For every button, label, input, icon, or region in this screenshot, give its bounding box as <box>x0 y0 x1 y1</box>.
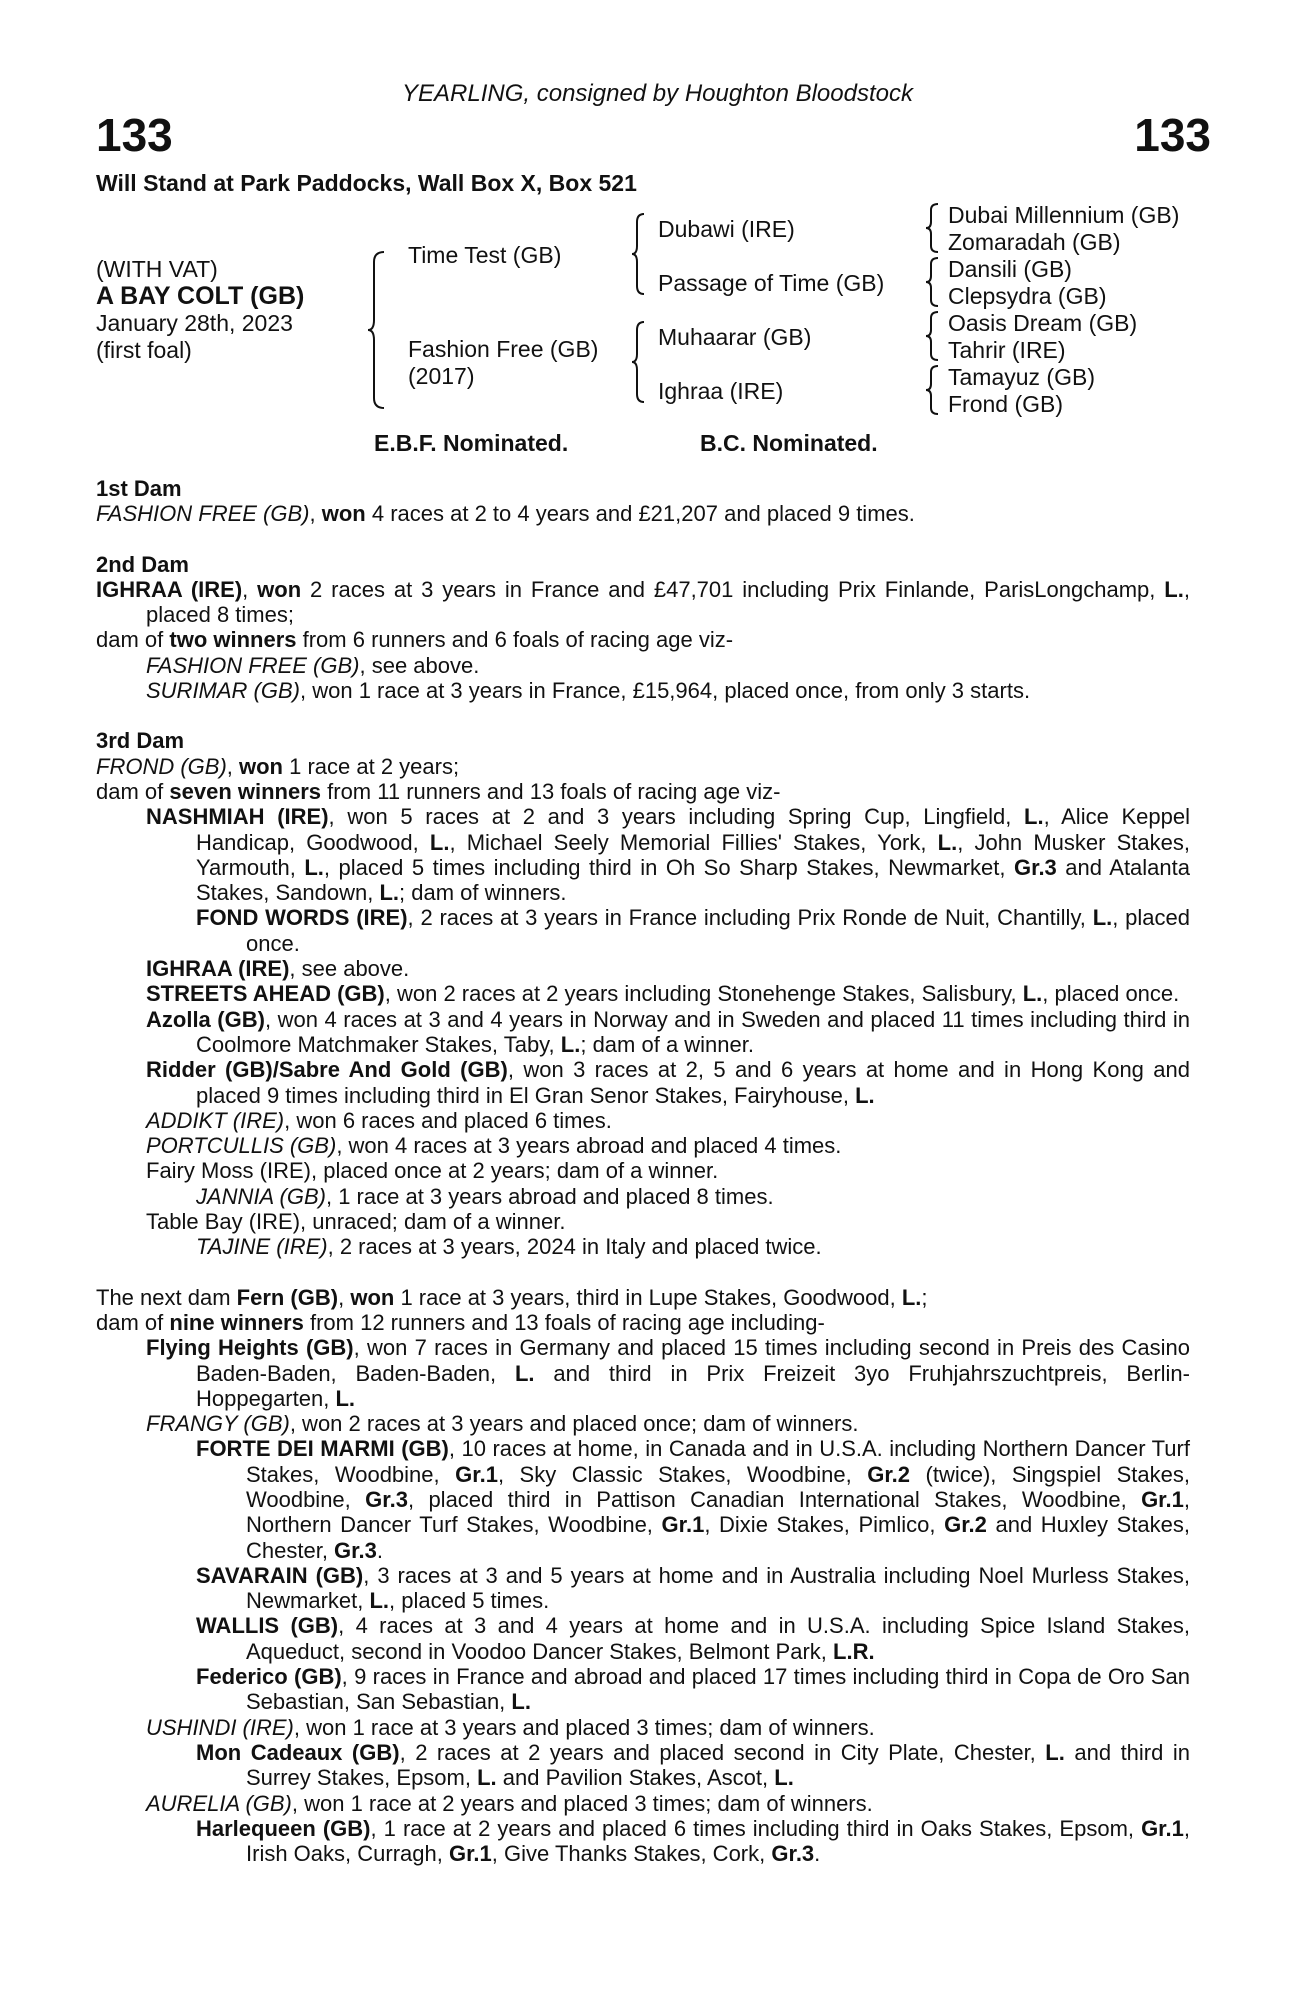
list-item: FORTE DEI MARMI (GB), 10 races at home, in Canada and in U.S.A. including Northern Dancer Turf Stakes, Woodbine, Gr.1, Sky Classic Stakes, Woodbine, Gr.2 (twice), Singspiel Stakes, Woodbine, Gr.3, placed third in Pattison Canadian International Stakes, Woodbine, Gr.1, Northern Dancer Turf Stakes, Woodbine, Gr.1, Dixie Stakes, Pimlico, Gr.2 and Huxley Stakes, Chester, Gr.3. <box>196 1436 1191 1563</box>
dam-year: (2017) <box>408 363 475 389</box>
list-item: JANNIA (GB), 1 race at 3 years abroad and placed 8 times. <box>196 1183 774 1209</box>
third-dam-heading: 3rd Dam <box>96 728 185 754</box>
second-dam-entry: IGHRAA (IRE), won 2 races at 3 years in France and £47,701 including Prix Finlande, ParisLongchamp, L., placed 8 times; <box>96 576 1190 628</box>
second-dam-heading: 2nd Dam <box>96 551 189 577</box>
dam-line-brace-icon <box>630 320 646 404</box>
sire-sire: Dubawi (IRE) <box>658 216 795 242</box>
list-item: SURIMAR (GB), won 1 race at 3 years in France, £15,964, placed once, from only 3 starts. <box>146 678 1031 704</box>
dam-name: Fashion Free (GB) <box>408 336 599 362</box>
ebf-nominated: E.B.F. Nominated. <box>374 430 569 456</box>
grandsire-brace-icon-2 <box>924 256 940 308</box>
third-dam-produce: dam of seven winners from 11 runners and 13 foals of racing age viz- <box>96 778 781 804</box>
stand-location: Will Stand at Park Paddocks, Wall Box X, Box 521 <box>96 170 637 196</box>
list-item: Fairy Moss (IRE), placed once at 2 years; dam of a winner. <box>146 1158 719 1184</box>
list-item: USHINDI (IRE), won 1 race at 3 years and placed 3 times; dam of winners. <box>146 1714 875 1740</box>
list-item: Azolla (GB), won 4 races at 3 and 4 years in Norway and in Sweden and placed 11 times including third in Coolmore Matchmaker Stakes, Taby, L.; dam of a winner. <box>146 1006 1190 1057</box>
sire-line-brace-icon <box>630 212 646 296</box>
list-item: FASHION FREE (GB), see above. <box>146 652 480 678</box>
second-dam-produce: dam of two winners from 6 runners and 6 foals of racing age viz- <box>96 627 734 653</box>
list-item: Federico (GB), 9 races in France and abroad and placed 17 times including third in Copa de Oro San Sebastian, San Sebastian, L. <box>196 1664 1190 1715</box>
pedigree-body <box>96 476 1190 1866</box>
ggs-6: Tahrir (IRE) <box>948 337 1066 363</box>
sire-dam: Passage of Time (GB) <box>658 270 885 296</box>
ggs-7: Tamayuz (GB) <box>948 364 1095 390</box>
ggs-8: Frond (GB) <box>948 391 1064 417</box>
list-item: Table Bay (IRE), unraced; dam of a winner. <box>146 1209 566 1235</box>
third-dam-entry: FROND (GB), won 1 race at 2 years; <box>96 753 460 779</box>
grandsire-brace-icon-4 <box>924 364 940 416</box>
horse-note: (first foal) <box>96 337 192 363</box>
sire-name: Time Test (GB) <box>408 242 562 268</box>
dam-sire: Muhaarar (GB) <box>658 324 812 350</box>
ggs-2: Zomaradah (GB) <box>948 229 1121 255</box>
list-item: NASHMIAH (IRE), won 5 races at 2 and 3 years including Spring Cup, Lingfield, L., Alice Keppel Handicap, Goodwood, L., Michael Seely Memorial Fillies' Stakes, York, L., John Musker Stakes, Yarmouth, L., placed 5 times including third in Oh So Sharp Stakes, Newmarket, Gr.3 and Atalanta Stakes, Sandown, L.; dam of winners. <box>146 804 1190 906</box>
catalogue-subtitle: YEARLING, consigned by Houghton Bloodstock <box>402 80 913 107</box>
list-item: Flying Heights (GB), won 7 races in Germany and placed 15 times including second in Preis des Casino Baden-Baden, Baden-Baden, L. and third in Prix Freizeit 3yo Fruhjahrszuchtpreis, Berlin-Hoppegarten, L. <box>146 1335 1191 1411</box>
first-dam-entry: FASHION FREE (GB), won 4 races at 2 to 4 years and £21,207 and placed 9 times. <box>96 501 915 527</box>
lot-number-left: 133 <box>96 109 173 161</box>
ggs-1: Dubai Millennium (GB) <box>948 202 1180 228</box>
sire-dam-brace-icon <box>366 250 388 410</box>
lot-number-right: 133 <box>1134 109 1211 161</box>
ggs-4: Clepsydra (GB) <box>948 283 1107 309</box>
list-item: FOND WORDS (IRE), 2 races at 3 years in France including Prix Ronde de Nuit, Chantilly, L., placed once. <box>196 905 1191 956</box>
next-dam-produce: dam of nine winners from 12 runners and 13 foals of racing age including- <box>96 1309 825 1335</box>
list-item: WALLIS (GB), 4 races at 3 and 4 years at home and in U.S.A. including Spice Island Stakes, Aqueduct, second in Voodoo Dancer Stakes, Belmont Park, L.R. <box>196 1613 1190 1664</box>
ggs-3: Dansili (GB) <box>948 256 1072 282</box>
grandsire-brace-icon-3 <box>924 310 940 362</box>
dam-dam: Ighraa (IRE) <box>658 378 784 404</box>
horse-vat: (WITH VAT) <box>96 256 218 282</box>
list-item: Mon Cadeaux (GB), 2 races at 2 years and placed second in City Plate, Chester, L. and third in Surrey Stakes, Epsom, L. and Pavilion Stakes, Ascot, L. <box>196 1739 1190 1791</box>
list-item: PORTCULLIS (GB), won 4 races at 3 years abroad and placed 4 times. <box>146 1133 842 1159</box>
horse-name: A BAY COLT (GB) <box>96 282 305 310</box>
list-item: ADDIKT (IRE), won 6 races and placed 6 times. <box>146 1107 612 1133</box>
first-dam-heading: 1st Dam <box>96 476 182 501</box>
list-item: STREETS AHEAD (GB), won 2 races at 2 years including Stonehenge Stakes, Salisbury, L., placed once. <box>146 981 1180 1007</box>
list-item: SAVARAIN (GB), 3 races at 3 and 5 years at home and in Australia including Noel Murless Stakes, Newmarket, L., placed 5 times. <box>196 1562 1190 1614</box>
list-item: AURELIA (GB), won 1 race at 2 years and placed 3 times; dam of winners. <box>146 1790 873 1816</box>
horse-dob: January 28th, 2023 <box>96 310 293 336</box>
list-item: Ridder (GB)/Sabre And Gold (GB), won 3 races at 2, 5 and 6 years at home and in Hong Kong and placed 9 times including third in El Gran Senor Stakes, Fairyhouse, L. <box>146 1057 1191 1108</box>
list-item: Harlequeen (GB), 1 race at 2 years and placed 6 times including third in Oaks Stakes, Epsom, Gr.1, Irish Oaks, Curragh, Gr.1, Give Thanks Stakes, Cork, Gr.3. <box>196 1815 1190 1867</box>
list-item: TAJINE (IRE), 2 races at 3 years, 2024 in Italy and placed twice. <box>196 1234 822 1260</box>
ggs-5: Oasis Dream (GB) <box>948 310 1138 336</box>
grandsire-brace-icon-1 <box>924 202 940 254</box>
next-dam-entry: The next dam Fern (GB), won 1 race at 3 years, third in Lupe Stakes, Goodwood, L.; <box>96 1284 928 1310</box>
bc-nominated: B.C. Nominated. <box>700 430 878 456</box>
list-item: FRANGY (GB), won 2 races at 3 years and placed once; dam of winners. <box>146 1411 859 1437</box>
list-item: IGHRAA (IRE), see above. <box>146 956 410 982</box>
